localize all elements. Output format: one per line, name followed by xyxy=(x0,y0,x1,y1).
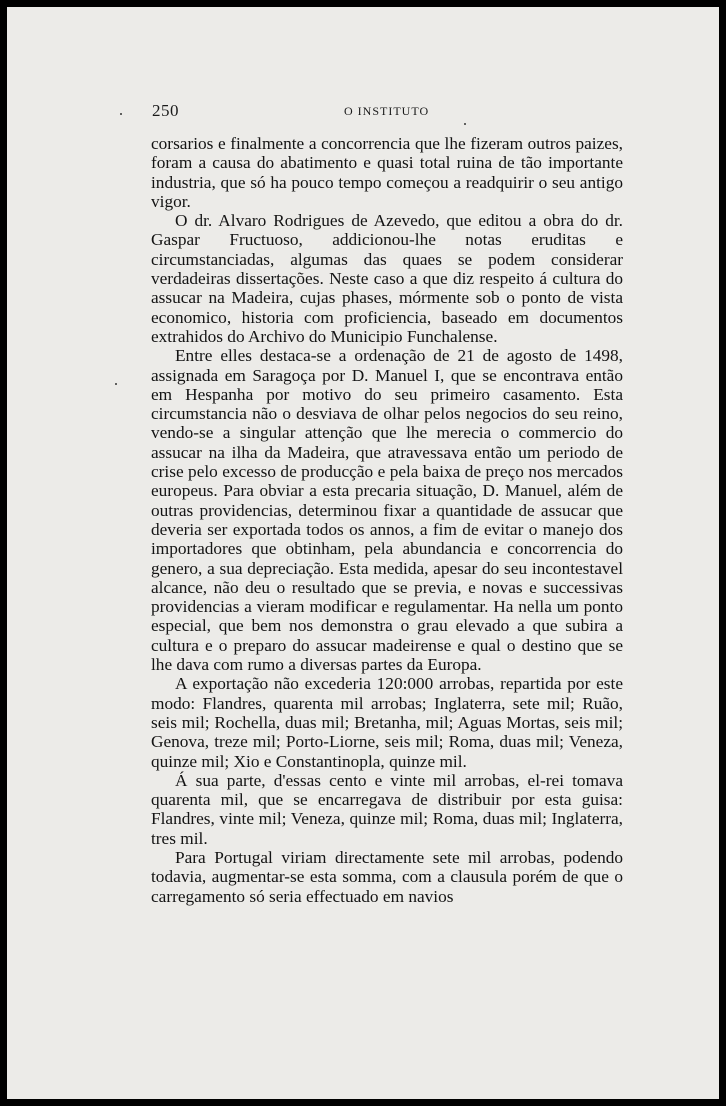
page-number: 250 xyxy=(152,101,179,120)
paragraph-4: A exportação não excederia 120:000 arrobas, repartida por este modo: Flandres, quarenta mil arrobas; Inglaterra, sete mil; Ruão, seis mil; Rochella, duas mil; Bretanha, mil; Aguas Mortas, seis mil; Genova, treze mil; Porto-Liorne, seis mil; Roma, duas mil; Veneza, quinze mil; Xio e Constantinopla, quinze mil. xyxy=(151,674,623,771)
print-speck xyxy=(464,123,466,125)
paragraph-2: O dr. Alvaro Rodrigues de Azevedo, que editou a obra do dr. Gaspar Fructuoso, addicionou-lhe notas eruditas e circumstanciadas, algumas das quaes se podem considerar verdadeiras dissertações. Neste caso a que diz respeito á cultura do assucar na Madeira, cujas phases, mórmente sob o ponto de vista economico, historia com proficiencia, baseado em documentos extrahidos do Archivo do Municipio Funchalense. xyxy=(151,211,623,346)
body-text xyxy=(151,134,623,906)
paragraph-1: corsarios e finalmente a concorrencia que lhe fizeram outros paizes, foram a causa do abatimento e quasi total ruina de tão importante industria, que só ha pouco tempo começou a readquirir o seu antigo vigor. xyxy=(151,134,623,211)
paragraph-3: Entre elles destaca-se a ordenação de 21 de agosto de 1498, assignada em Saragoça por D. Manuel I, que se encontrava então em Hespanha por motivo do seu primeiro casamento. Esta circumstancia não o desviava de olhar pelos negocios do seu reino, vendo-se a singular attenção que lhe merecia o commercio do assucar na ilha da Madeira, que atravessava então um periodo de crise pelo excesso de producção e pela baixa de preço nos mercados europeus. Para obviar a esta precaria situação, D. Manuel, além de outras providencias, determinou fixar a quantidade de assucar que deveria ser exportada todos os annos, a fim de evitar o manejo dos importadores que obtinham, pela abundancia e concorrencia do genero, a sua depreciação. Esta medida, apesar do seu incontestavel alcance, não deu o resultado que se previa, e novas e successivas providencias a vieram modificar e regulamentar. Ha nella um ponto especial, que bem nos demonstra o grau elevado a que subira a cultura e o preparo do assucar madeirense e qual o destino que se lhe dava com rumo a diversas partes da Europa. xyxy=(151,346,623,675)
print-speck xyxy=(115,383,117,385)
paragraph-5: Á sua parte, d'essas cento e vinte mil arrobas, el-rei tomava quarenta mil, que se encarregava de distribuir por esta guisa: Flandres, vinte mil; Veneza, quinze mil; Roma, duas mil; Inglaterra, tres mil. xyxy=(151,770,623,848)
print-speck xyxy=(120,113,122,115)
page-header xyxy=(7,101,719,121)
paragraph-6: Para Portugal viriam directamente sete mil arrobas, podendo todavia, augmentar-se esta somma, com a clausula porém de que o carregamento só seria effectuado em navios xyxy=(151,847,623,906)
running-title: O INSTITUTO xyxy=(344,104,430,118)
book-page xyxy=(7,7,719,1099)
